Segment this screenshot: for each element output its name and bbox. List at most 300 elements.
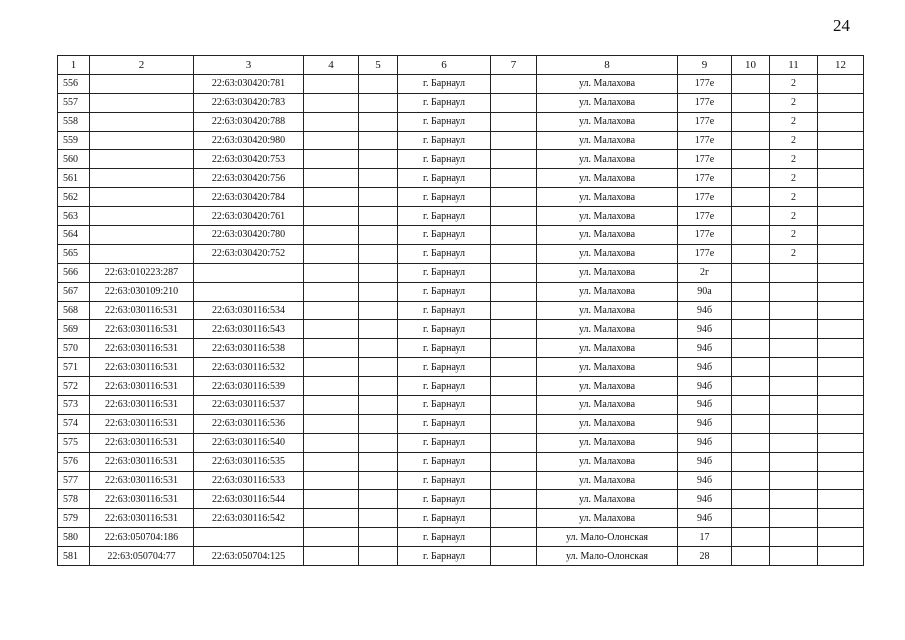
table-cell	[491, 263, 537, 282]
column-header: 3	[194, 56, 304, 75]
row-number-cell: 579	[58, 509, 90, 528]
table-cell: г. Барнаул	[398, 358, 491, 377]
table-cell	[359, 244, 398, 263]
table-cell: 22:63:030420:753	[194, 150, 304, 169]
table-cell	[90, 74, 194, 93]
table-cell	[818, 93, 864, 112]
table-cell: г. Барнаул	[398, 301, 491, 320]
table-cell: г. Барнаул	[398, 112, 491, 131]
table-cell	[194, 263, 304, 282]
table-cell: 2	[770, 207, 818, 226]
table-cell	[359, 377, 398, 396]
table-cell: 22:63:030116:531	[90, 320, 194, 339]
table-cell: 94б	[678, 320, 732, 339]
table-cell	[359, 547, 398, 566]
table-cell: ул. Малахова	[537, 93, 678, 112]
table-cell: ул. Малахова	[537, 226, 678, 245]
table-cell	[491, 188, 537, 207]
table-row	[58, 169, 864, 188]
table-cell	[359, 74, 398, 93]
table-cell	[491, 169, 537, 188]
table-cell: 94б	[678, 509, 732, 528]
row-number-cell: 566	[58, 263, 90, 282]
table-cell	[359, 93, 398, 112]
table-cell: 2	[770, 131, 818, 150]
table-cell: ул. Малахова	[537, 358, 678, 377]
table-cell	[304, 339, 359, 358]
table-cell: 94б	[678, 414, 732, 433]
table-cell	[304, 358, 359, 377]
table-row	[58, 339, 864, 358]
table-cell	[359, 188, 398, 207]
table-cell: 177е	[678, 207, 732, 226]
table-cell	[359, 320, 398, 339]
table-row	[58, 207, 864, 226]
table-cell: 22:63:030109:210	[90, 282, 194, 301]
table-cell: 22:63:050704:186	[90, 528, 194, 547]
table-cell: 94б	[678, 339, 732, 358]
table-cell: 94б	[678, 377, 732, 396]
table-cell	[770, 282, 818, 301]
table-cell: 28	[678, 547, 732, 566]
table-cell	[304, 377, 359, 396]
table-row	[58, 93, 864, 112]
table-cell	[304, 244, 359, 263]
table-cell	[732, 131, 770, 150]
table-cell	[304, 131, 359, 150]
table-cell	[491, 377, 537, 396]
table-cell: ул. Мало-Олонская	[537, 528, 678, 547]
table-cell	[304, 188, 359, 207]
column-header: 7	[491, 56, 537, 75]
row-number-cell: 577	[58, 471, 90, 490]
table-cell	[359, 528, 398, 547]
table-cell: 22:63:030116:531	[90, 358, 194, 377]
table-cell: 22:63:030116:537	[194, 396, 304, 415]
table-cell: ул. Малахова	[537, 74, 678, 93]
table-cell: 22:63:030420:752	[194, 244, 304, 263]
table-cell	[732, 377, 770, 396]
table-cell	[732, 150, 770, 169]
table-cell	[304, 282, 359, 301]
table-cell: ул. Малахова	[537, 301, 678, 320]
table-cell	[359, 452, 398, 471]
table-row	[58, 282, 864, 301]
table-cell	[359, 339, 398, 358]
table-cell	[818, 490, 864, 509]
table-cell: г. Барнаул	[398, 528, 491, 547]
table-cell: 94б	[678, 358, 732, 377]
table-cell: 90а	[678, 282, 732, 301]
table-cell	[818, 547, 864, 566]
table-cell	[359, 301, 398, 320]
table-cell: 22:63:030420:780	[194, 226, 304, 245]
table-cell	[359, 207, 398, 226]
table-cell: 22:63:050704:125	[194, 547, 304, 566]
table-cell: ул. Малахова	[537, 339, 678, 358]
row-number-cell: 567	[58, 282, 90, 301]
table-cell	[732, 396, 770, 415]
table-cell: г. Барнаул	[398, 339, 491, 358]
table-row	[58, 547, 864, 566]
table-cell	[818, 207, 864, 226]
table-cell: ул. Малахова	[537, 263, 678, 282]
row-number-cell: 580	[58, 528, 90, 547]
table-cell: ул. Малахова	[537, 320, 678, 339]
table-cell	[491, 414, 537, 433]
table-cell	[770, 339, 818, 358]
table-cell	[304, 433, 359, 452]
table-cell	[732, 528, 770, 547]
table-cell: 22:63:030116:531	[90, 471, 194, 490]
table-cell: 22:63:030116:531	[90, 301, 194, 320]
table-row	[58, 377, 864, 396]
table-cell	[304, 528, 359, 547]
table-cell: ул. Малахова	[537, 471, 678, 490]
table-cell: 22:63:030116:534	[194, 301, 304, 320]
table-cell	[491, 226, 537, 245]
table-cell: г. Барнаул	[398, 207, 491, 226]
table-cell: 22:63:030116:531	[90, 452, 194, 471]
table-cell	[770, 528, 818, 547]
table-cell: 94б	[678, 471, 732, 490]
table-cell	[491, 547, 537, 566]
table-cell: 22:63:030116:535	[194, 452, 304, 471]
table-cell: ул. Малахова	[537, 244, 678, 263]
table-cell	[818, 509, 864, 528]
table-cell: 2	[770, 169, 818, 188]
table-cell	[304, 150, 359, 169]
table-row	[58, 226, 864, 245]
table-cell	[732, 263, 770, 282]
table-cell: 94б	[678, 301, 732, 320]
table-cell	[304, 471, 359, 490]
table-cell	[818, 414, 864, 433]
table-cell	[818, 301, 864, 320]
table-cell	[491, 207, 537, 226]
table-row	[58, 150, 864, 169]
table-cell: г. Барнаул	[398, 169, 491, 188]
table-cell	[304, 301, 359, 320]
row-number-cell: 556	[58, 74, 90, 93]
row-number-cell: 574	[58, 414, 90, 433]
table-cell	[491, 339, 537, 358]
table-cell: 177е	[678, 188, 732, 207]
table-cell	[491, 282, 537, 301]
table-cell: 2г	[678, 263, 732, 282]
table-cell	[732, 74, 770, 93]
table-cell	[818, 150, 864, 169]
table-cell	[732, 112, 770, 131]
table-cell: г. Барнаул	[398, 74, 491, 93]
table-cell: 177е	[678, 74, 732, 93]
table-cell	[90, 150, 194, 169]
row-number-cell: 563	[58, 207, 90, 226]
table-row	[58, 509, 864, 528]
table-cell: 22:63:010223:287	[90, 263, 194, 282]
table-cell: г. Барнаул	[398, 547, 491, 566]
table-cell	[194, 282, 304, 301]
table-cell	[818, 169, 864, 188]
table-row	[58, 244, 864, 263]
row-number-cell: 557	[58, 93, 90, 112]
table-cell	[359, 358, 398, 377]
table-row	[58, 433, 864, 452]
table-cell: 2	[770, 244, 818, 263]
table-cell	[491, 528, 537, 547]
table-cell: г. Барнаул	[398, 263, 491, 282]
table-cell	[770, 414, 818, 433]
table-cell	[732, 301, 770, 320]
row-number-cell: 576	[58, 452, 90, 471]
table-cell	[304, 93, 359, 112]
table-cell: 22:63:030420:781	[194, 74, 304, 93]
table-cell	[491, 112, 537, 131]
table-cell	[732, 188, 770, 207]
table-cell	[732, 471, 770, 490]
table-cell	[491, 358, 537, 377]
row-number-cell: 558	[58, 112, 90, 131]
row-number-cell: 561	[58, 169, 90, 188]
table-cell	[732, 93, 770, 112]
table-row	[58, 131, 864, 150]
table-cell: 2	[770, 74, 818, 93]
table-cell	[818, 377, 864, 396]
table-row	[58, 112, 864, 131]
table-cell: 22:63:030116:531	[90, 509, 194, 528]
row-number-cell: 578	[58, 490, 90, 509]
row-number-cell: 564	[58, 226, 90, 245]
table-cell: г. Барнаул	[398, 226, 491, 245]
table-cell	[770, 547, 818, 566]
table-cell	[359, 263, 398, 282]
table-cell	[304, 169, 359, 188]
table-cell	[304, 74, 359, 93]
table-cell	[818, 188, 864, 207]
table-cell: 22:63:030116:538	[194, 339, 304, 358]
table-cell: 22:63:030116:531	[90, 490, 194, 509]
table-cell	[491, 509, 537, 528]
table-cell: ул. Малахова	[537, 112, 678, 131]
property-register-table	[57, 55, 864, 566]
table-cell	[359, 112, 398, 131]
table-cell	[770, 452, 818, 471]
table-cell: 177е	[678, 112, 732, 131]
column-header: 10	[732, 56, 770, 75]
table-cell: г. Барнаул	[398, 188, 491, 207]
table-cell: 22:63:030420:784	[194, 188, 304, 207]
table-cell: 17	[678, 528, 732, 547]
table-row	[58, 396, 864, 415]
table-cell	[770, 263, 818, 282]
table-row	[58, 74, 864, 93]
table-cell	[359, 169, 398, 188]
table-cell	[491, 320, 537, 339]
table-cell	[304, 226, 359, 245]
table-cell	[304, 452, 359, 471]
table-cell: г. Барнаул	[398, 320, 491, 339]
table-cell	[359, 509, 398, 528]
table-cell	[359, 226, 398, 245]
table-cell	[770, 396, 818, 415]
table-cell	[818, 396, 864, 415]
table-cell: г. Барнаул	[398, 414, 491, 433]
table-cell	[90, 93, 194, 112]
table-cell	[732, 339, 770, 358]
table-cell	[818, 263, 864, 282]
row-number-cell: 562	[58, 188, 90, 207]
table-cell	[359, 150, 398, 169]
row-number-cell: 573	[58, 396, 90, 415]
table-cell	[359, 396, 398, 415]
table-cell	[818, 339, 864, 358]
table-row	[58, 490, 864, 509]
table-row	[58, 301, 864, 320]
table-cell	[304, 396, 359, 415]
row-number-cell: 572	[58, 377, 90, 396]
table-cell	[304, 509, 359, 528]
table-cell	[304, 207, 359, 226]
table-cell	[732, 207, 770, 226]
table-cell: г. Барнаул	[398, 150, 491, 169]
table-cell: ул. Малахова	[537, 207, 678, 226]
table-cell	[90, 188, 194, 207]
table-cell: 22:63:030116:531	[90, 339, 194, 358]
table-cell	[732, 226, 770, 245]
table-cell	[491, 452, 537, 471]
table-cell: 22:63:030116:532	[194, 358, 304, 377]
table-cell: 22:63:030116:531	[90, 414, 194, 433]
table-cell: 177е	[678, 131, 732, 150]
table-cell: 94б	[678, 490, 732, 509]
table-cell	[732, 509, 770, 528]
table-cell	[818, 320, 864, 339]
table-cell	[90, 131, 194, 150]
table-cell	[359, 490, 398, 509]
table-cell	[491, 471, 537, 490]
table-cell: ул. Мало-Олонская	[537, 547, 678, 566]
row-number-cell: 568	[58, 301, 90, 320]
table-row	[58, 188, 864, 207]
table-cell: г. Барнаул	[398, 244, 491, 263]
table-cell	[732, 358, 770, 377]
table-cell: 22:63:030116:542	[194, 509, 304, 528]
table-cell	[491, 433, 537, 452]
table-cell: г. Барнаул	[398, 396, 491, 415]
table-cell	[818, 226, 864, 245]
table-cell	[770, 509, 818, 528]
table-cell: 2	[770, 150, 818, 169]
table-cell	[818, 244, 864, 263]
table-cell	[304, 414, 359, 433]
table-cell: 94б	[678, 433, 732, 452]
table-cell: 22:63:030420:788	[194, 112, 304, 131]
table-cell: 22:63:030116:531	[90, 377, 194, 396]
table-cell: ул. Малахова	[537, 188, 678, 207]
table-cell	[770, 320, 818, 339]
table-cell	[304, 320, 359, 339]
table-cell	[732, 169, 770, 188]
table-cell: ул. Малахова	[537, 452, 678, 471]
table-cell: 22:63:030116:544	[194, 490, 304, 509]
table-cell: 2	[770, 93, 818, 112]
table-cell	[90, 207, 194, 226]
column-header: 8	[537, 56, 678, 75]
table-cell: г. Барнаул	[398, 131, 491, 150]
table-row	[58, 528, 864, 547]
table-cell: 22:63:030420:761	[194, 207, 304, 226]
table-cell	[732, 414, 770, 433]
column-header: 5	[359, 56, 398, 75]
column-header: 1	[58, 56, 90, 75]
table-cell: 22:63:030420:980	[194, 131, 304, 150]
table-cell	[818, 452, 864, 471]
column-header: 12	[818, 56, 864, 75]
table-cell: 177е	[678, 150, 732, 169]
table-cell	[770, 433, 818, 452]
table-cell	[304, 112, 359, 131]
table-cell: 177е	[678, 244, 732, 263]
table-cell	[818, 528, 864, 547]
table-cell	[732, 452, 770, 471]
table-cell	[818, 433, 864, 452]
table-cell: 177е	[678, 169, 732, 188]
table-cell	[90, 226, 194, 245]
table-cell: 2	[770, 112, 818, 131]
table-cell: ул. Малахова	[537, 282, 678, 301]
column-header: 9	[678, 56, 732, 75]
table-cell: г. Барнаул	[398, 282, 491, 301]
table-cell	[491, 396, 537, 415]
table-cell	[90, 169, 194, 188]
table-cell	[359, 471, 398, 490]
table-cell: 94б	[678, 452, 732, 471]
row-number-cell: 569	[58, 320, 90, 339]
row-number-cell: 571	[58, 358, 90, 377]
table-cell	[770, 377, 818, 396]
table-cell	[732, 282, 770, 301]
table-cell: ул. Малахова	[537, 131, 678, 150]
row-number-cell: 575	[58, 433, 90, 452]
table-row	[58, 263, 864, 282]
table-cell	[818, 282, 864, 301]
table-cell: ул. Малахова	[537, 509, 678, 528]
table-cell	[90, 112, 194, 131]
table-row	[58, 452, 864, 471]
table-cell: 94б	[678, 396, 732, 415]
table-cell: 22:63:030116:539	[194, 377, 304, 396]
table-cell	[359, 414, 398, 433]
table-cell: г. Барнаул	[398, 509, 491, 528]
table-cell	[491, 301, 537, 320]
table-cell: 177е	[678, 226, 732, 245]
row-number-cell: 565	[58, 244, 90, 263]
table-cell	[304, 490, 359, 509]
table-cell	[491, 244, 537, 263]
table-cell	[491, 131, 537, 150]
table-cell: ул. Малахова	[537, 414, 678, 433]
table-cell: 22:63:050704:77	[90, 547, 194, 566]
table-cell	[359, 282, 398, 301]
table-cell: ул. Малахова	[537, 433, 678, 452]
table-cell	[359, 433, 398, 452]
table-cell: г. Барнаул	[398, 377, 491, 396]
table-cell	[818, 74, 864, 93]
column-header: 6	[398, 56, 491, 75]
row-number-cell: 559	[58, 131, 90, 150]
row-number-cell: 581	[58, 547, 90, 566]
table-cell: ул. Малахова	[537, 169, 678, 188]
